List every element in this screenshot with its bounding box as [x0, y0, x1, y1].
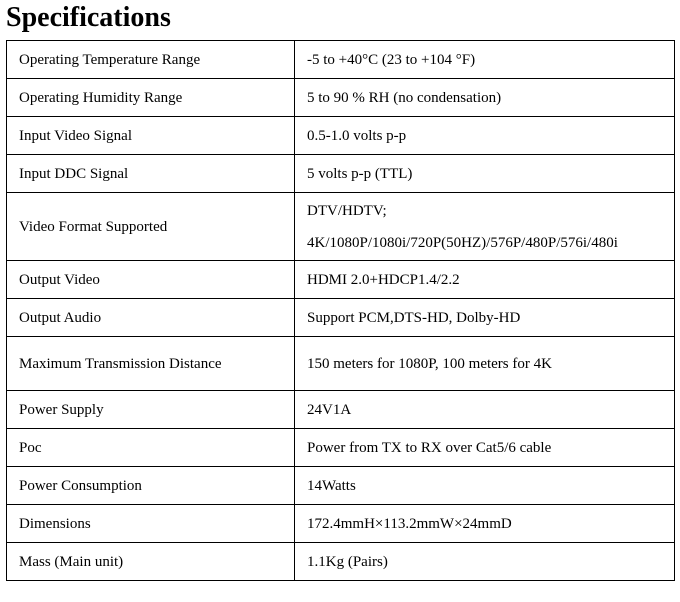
spec-label: Power Consumption: [7, 467, 295, 505]
table-row: [7, 337, 675, 391]
spec-value-line: 14Watts: [307, 477, 356, 494]
spec-value: [295, 41, 675, 79]
spec-value-line: 150 meters for 1080P, 100 meters for 4K: [307, 355, 552, 372]
spec-value: [295, 193, 675, 261]
spec-value: [295, 467, 675, 505]
spec-label: Input Video Signal: [7, 117, 295, 155]
spec-value-line: 1.1Kg (Pairs): [307, 553, 388, 570]
specifications-table: [6, 40, 675, 581]
spec-value-line: HDMI 2.0+HDCP1.4/2.2: [307, 271, 460, 288]
table-row: [7, 543, 675, 581]
page-title: Specifications: [6, 2, 171, 33]
table-row: [7, 467, 675, 505]
spec-label: Operating Humidity Range: [7, 79, 295, 117]
spec-label: Power Supply: [7, 391, 295, 429]
specifications-table-body: [7, 41, 675, 581]
table-row: [7, 505, 675, 543]
table-row: [7, 193, 675, 261]
table-row: [7, 391, 675, 429]
spec-label: Poc: [7, 429, 295, 467]
spec-value-line: 5 volts p-p (TTL): [307, 165, 413, 182]
spec-value-line: 0.5-1.0 volts p-p: [307, 127, 407, 144]
spec-value: [295, 117, 675, 155]
spec-value: [295, 155, 675, 193]
spec-value-line: DTV/HDTV;: [307, 202, 387, 219]
spec-value-line: 24V1A: [307, 401, 352, 418]
spec-value-line: 172.4mmH×113.2mmW×24mmD: [307, 515, 512, 532]
spec-label: Operating Temperature Range: [7, 41, 295, 79]
spec-label: Video Format Supported: [7, 193, 295, 261]
spec-value: [295, 505, 675, 543]
spec-value: [295, 543, 675, 581]
spec-value-line: 4K/1080P/1080i/720P(50HZ)/576P/480P/576i/480i: [307, 234, 618, 251]
table-row: [7, 429, 675, 467]
spec-value-line: -5 to +40°C (23 to +104 °F): [307, 51, 476, 68]
spec-value-line: Power from TX to RX over Cat5/6 cable: [307, 439, 552, 456]
spec-label: Mass (Main unit): [7, 543, 295, 581]
spec-value: [295, 79, 675, 117]
spec-value: [295, 337, 675, 391]
table-row: [7, 261, 675, 299]
spec-label: Maximum Transmission Distance: [7, 337, 295, 391]
spec-value: [295, 299, 675, 337]
spec-label: Output Video: [7, 261, 295, 299]
spec-label: Output Audio: [7, 299, 295, 337]
spec-value: [295, 391, 675, 429]
table-row: [7, 299, 675, 337]
table-row: [7, 155, 675, 193]
spec-label: Input DDC Signal: [7, 155, 295, 193]
spec-value-line: 5 to 90 % RH (no condensation): [307, 89, 502, 106]
table-row: [7, 41, 675, 79]
spec-label: Dimensions: [7, 505, 295, 543]
spec-value: [295, 261, 675, 299]
table-row: [7, 79, 675, 117]
spec-value: [295, 429, 675, 467]
spec-value-line: Support PCM,DTS-HD, Dolby-HD: [307, 309, 521, 326]
table-row: [7, 117, 675, 155]
